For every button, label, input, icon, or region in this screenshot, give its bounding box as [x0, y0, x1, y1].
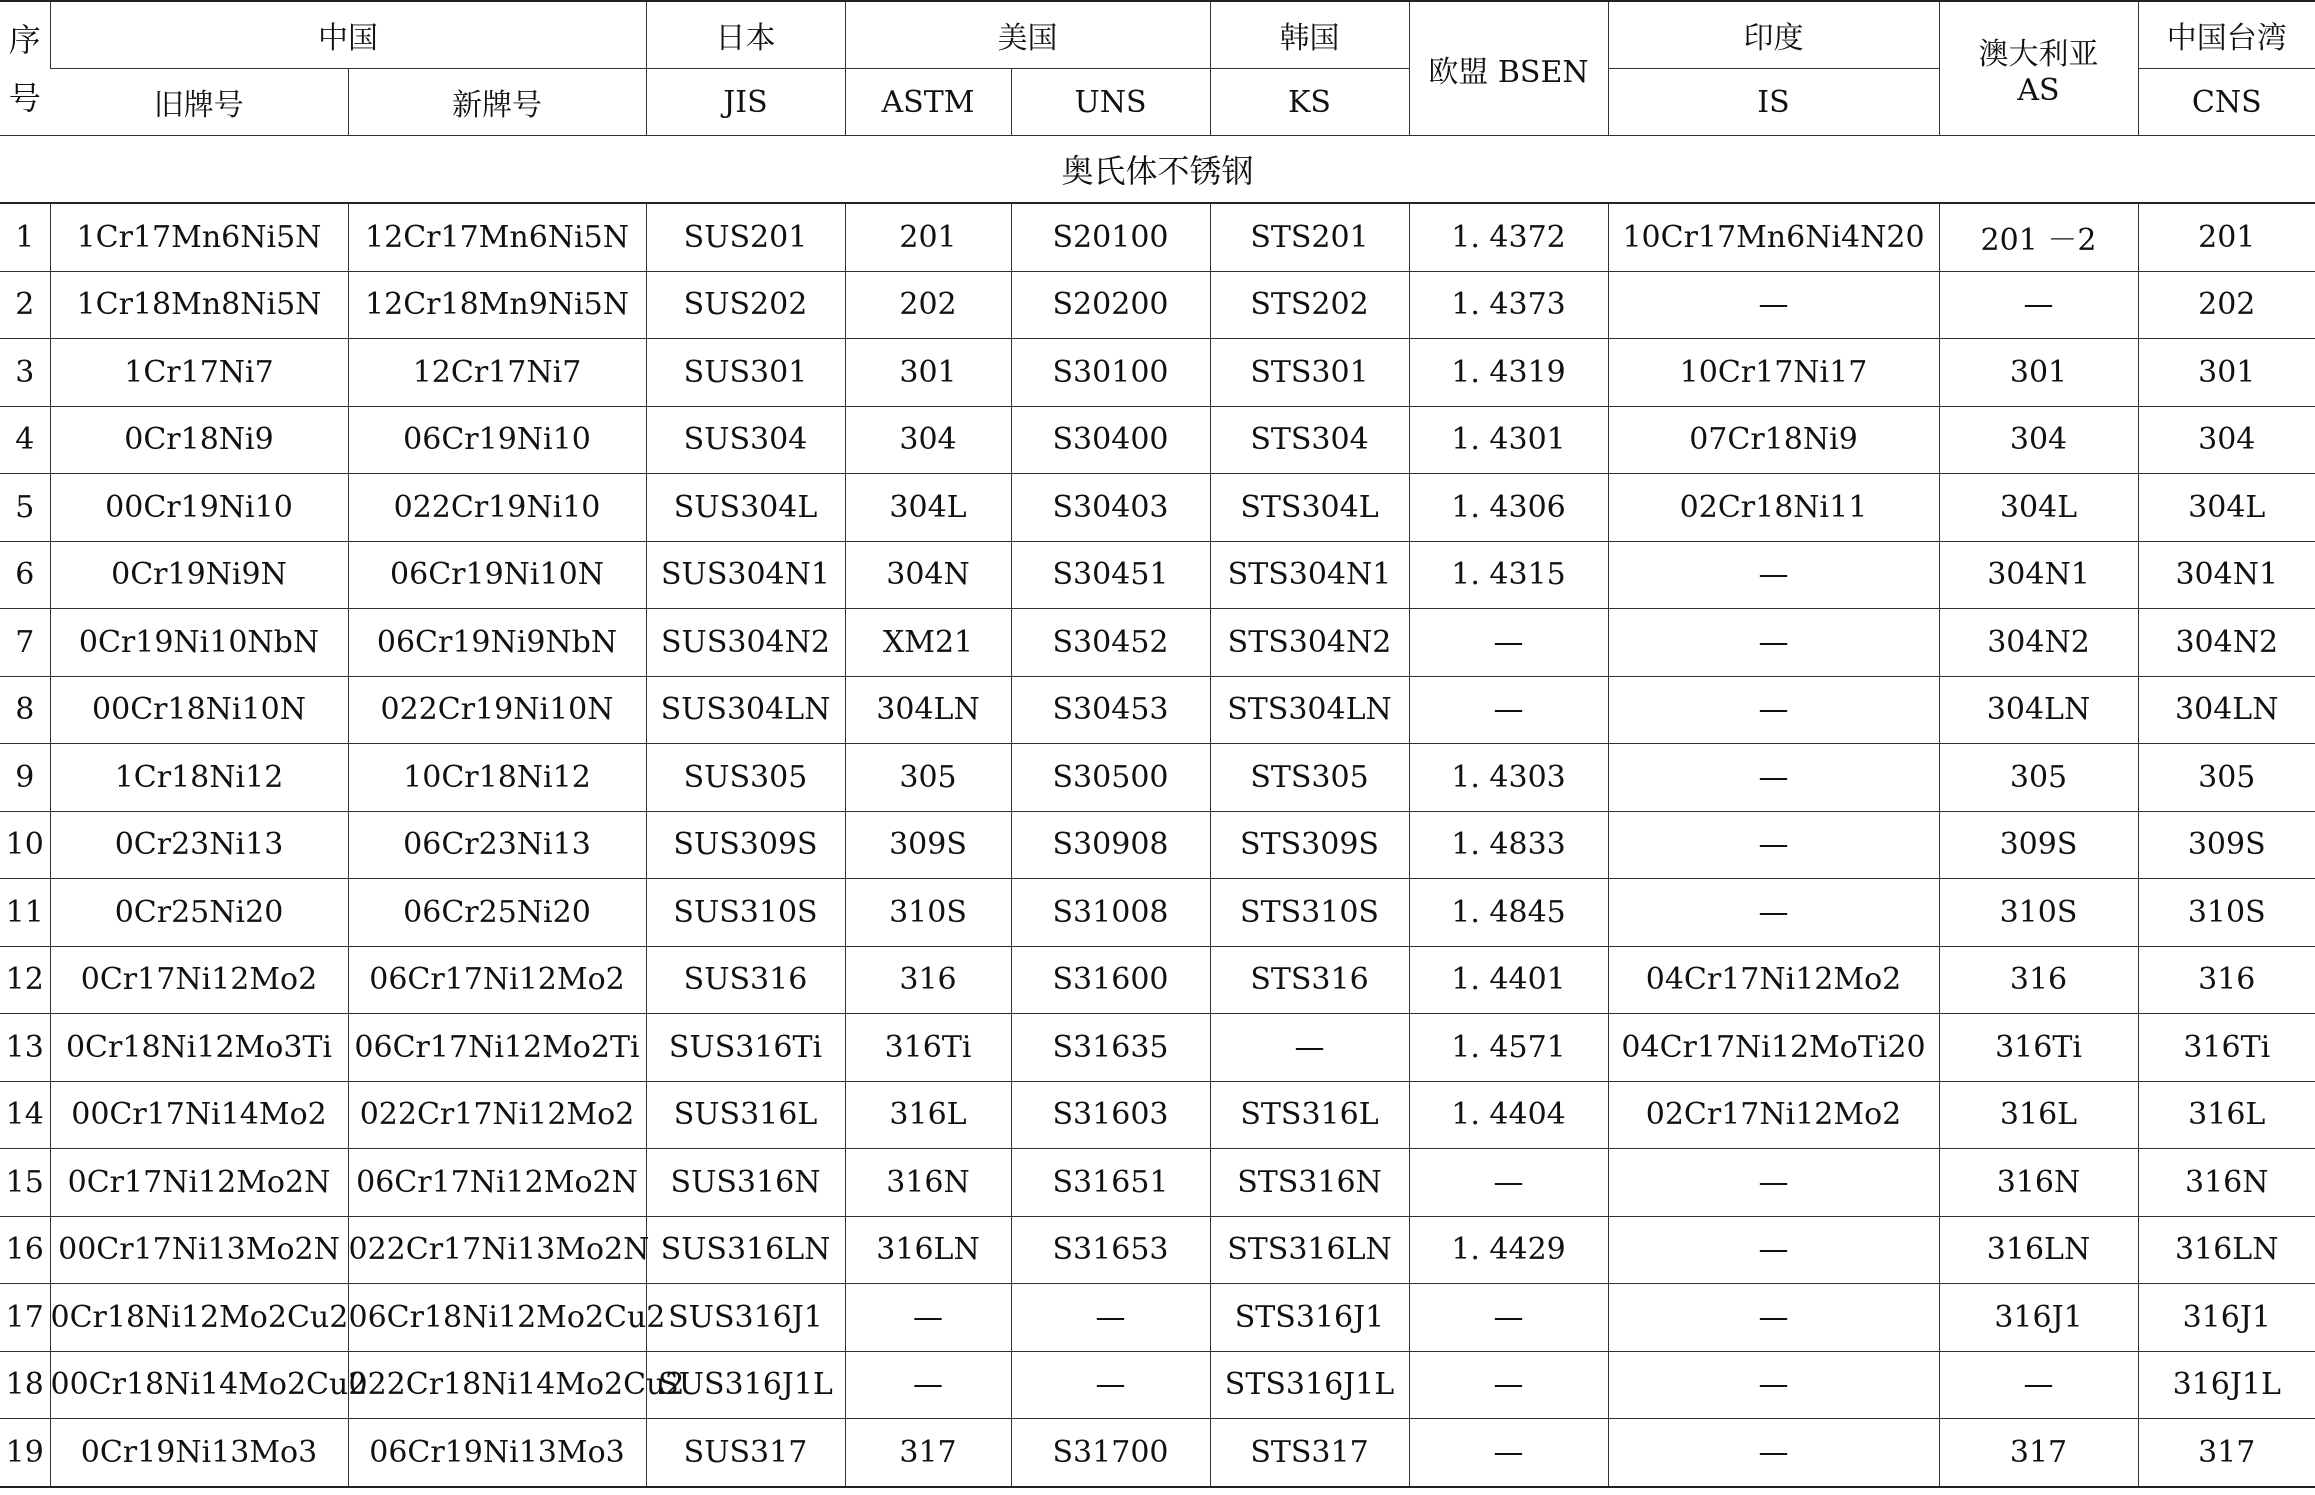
table-row	[0, 1419, 2315, 1487]
new-grade-cell: 06Cr19Ni10N	[348, 541, 646, 609]
jis-cell: SUS305	[646, 744, 845, 812]
bsen-cell: 1. 4833	[1409, 811, 1608, 879]
is-cell: —	[1608, 1216, 1939, 1284]
bsen-cell: —	[1409, 1149, 1608, 1217]
cns-cell: 202	[2138, 271, 2315, 339]
header-seq	[0, 1, 50, 136]
cns-cell: 304LN	[2138, 676, 2315, 744]
astm-cell: 310S	[845, 879, 1011, 947]
table-row	[0, 541, 2315, 609]
ks-cell: STS202	[1210, 271, 1409, 339]
old-grade-cell: 00Cr17Ni14Mo2	[50, 1081, 348, 1149]
astm-cell: 201	[845, 203, 1011, 271]
seq-cell: 8	[0, 676, 50, 744]
header-row-top	[0, 1, 2315, 69]
header-old-grade: 旧牌号	[50, 69, 348, 136]
uns-cell: S31635	[1011, 1014, 1210, 1082]
jis-cell: SUS317	[646, 1419, 845, 1487]
cns-cell: 316LN	[2138, 1216, 2315, 1284]
jis-cell: SUS316N	[646, 1149, 845, 1217]
cns-cell: 309S	[2138, 811, 2315, 879]
jis-cell: SUS316L	[646, 1081, 845, 1149]
old-grade-cell: 0Cr19Ni9N	[50, 541, 348, 609]
new-grade-cell: 06Cr17Ni12Mo2	[348, 946, 646, 1014]
table-row	[0, 1216, 2315, 1284]
table-row	[0, 676, 2315, 744]
as-cell: 201 －2	[1939, 203, 2138, 271]
header-new-grade: 新牌号	[348, 69, 646, 136]
old-grade-cell: 1Cr17Ni7	[50, 339, 348, 407]
uns-cell: S30451	[1011, 541, 1210, 609]
ks-cell: STS304N2	[1210, 609, 1409, 677]
jis-cell: SUS304	[646, 406, 845, 474]
seq-cell: 19	[0, 1419, 50, 1487]
bsen-cell: 1. 4301	[1409, 406, 1608, 474]
as-cell: 304L	[1939, 474, 2138, 542]
astm-cell: XM21	[845, 609, 1011, 677]
is-cell: 10Cr17Mn6Ni4N20	[1608, 203, 1939, 271]
seq-cell: 6	[0, 541, 50, 609]
table-row	[0, 1284, 2315, 1352]
astm-cell: 304L	[845, 474, 1011, 542]
seq-cell: 5	[0, 474, 50, 542]
is-cell: —	[1608, 1149, 1939, 1217]
seq-cell: 12	[0, 946, 50, 1014]
ks-cell: STS316J1	[1210, 1284, 1409, 1352]
uns-cell: S30403	[1011, 474, 1210, 542]
uns-cell: —	[1011, 1284, 1210, 1352]
old-grade-cell: 00Cr19Ni10	[50, 474, 348, 542]
is-cell: 07Cr18Ni9	[1608, 406, 1939, 474]
new-grade-cell: 10Cr18Ni12	[348, 744, 646, 812]
as-cell: 316J1	[1939, 1284, 2138, 1352]
ks-cell: STS316L	[1210, 1081, 1409, 1149]
astm-cell: 317	[845, 1419, 1011, 1487]
cns-cell: 310S	[2138, 879, 2315, 947]
uns-cell: S31653	[1011, 1216, 1210, 1284]
cns-cell: 304N1	[2138, 541, 2315, 609]
new-grade-cell: 06Cr17Ni12Mo2N	[348, 1149, 646, 1217]
old-grade-cell: 0Cr25Ni20	[50, 879, 348, 947]
new-grade-cell: 12Cr18Mn9Ni5N	[348, 271, 646, 339]
seq-cell: 14	[0, 1081, 50, 1149]
table-row	[0, 609, 2315, 677]
is-cell: 10Cr17Ni17	[1608, 339, 1939, 407]
as-cell: 316LN	[1939, 1216, 2138, 1284]
jis-cell: SUS316J1	[646, 1284, 845, 1352]
header-australia	[1939, 1, 2138, 136]
new-grade-cell: 12Cr17Ni7	[348, 339, 646, 407]
header-india: 印度	[1608, 1, 1939, 69]
table-header	[0, 1, 2315, 136]
ks-cell: STS301	[1210, 339, 1409, 407]
jis-cell: SUS316	[646, 946, 845, 1014]
cns-cell: 201	[2138, 203, 2315, 271]
seq-cell: 10	[0, 811, 50, 879]
old-grade-cell: 0Cr19Ni13Mo3	[50, 1419, 348, 1487]
ks-cell: STS317	[1210, 1419, 1409, 1487]
ks-cell: STS304LN	[1210, 676, 1409, 744]
seq-cell: 2	[0, 271, 50, 339]
is-cell: —	[1608, 1419, 1939, 1487]
ks-cell: STS304L	[1210, 474, 1409, 542]
as-cell: 305	[1939, 744, 2138, 812]
ks-cell: STS201	[1210, 203, 1409, 271]
old-grade-cell: 0Cr18Ni9	[50, 406, 348, 474]
as-cell: 316	[1939, 946, 2138, 1014]
jis-cell: SUS316Ti	[646, 1014, 845, 1082]
cns-cell: 304	[2138, 406, 2315, 474]
astm-cell: 316LN	[845, 1216, 1011, 1284]
old-grade-cell: 1Cr17Mn6Ni5N	[50, 203, 348, 271]
as-cell: 316L	[1939, 1081, 2138, 1149]
header-jis: JIS	[646, 69, 845, 136]
bsen-cell: 1. 4373	[1409, 271, 1608, 339]
new-grade-cell: 022Cr17Ni13Mo2N	[348, 1216, 646, 1284]
is-cell: —	[1608, 676, 1939, 744]
new-grade-cell: 022Cr19Ni10N	[348, 676, 646, 744]
seq-cell: 11	[0, 879, 50, 947]
astm-cell: 316N	[845, 1149, 1011, 1217]
cns-cell: 301	[2138, 339, 2315, 407]
table-row	[0, 339, 2315, 407]
uns-cell: S30500	[1011, 744, 1210, 812]
uns-cell: S30452	[1011, 609, 1210, 677]
cns-cell: 317	[2138, 1419, 2315, 1487]
new-grade-cell: 06Cr19Ni9NbN	[348, 609, 646, 677]
as-cell: 304N1	[1939, 541, 2138, 609]
old-grade-cell: 0Cr19Ni10NbN	[50, 609, 348, 677]
table-row	[0, 1014, 2315, 1082]
ks-cell: STS309S	[1210, 811, 1409, 879]
old-grade-cell: 00Cr17Ni13Mo2N	[50, 1216, 348, 1284]
cns-cell: 304N2	[2138, 609, 2315, 677]
bsen-cell: 1. 4303	[1409, 744, 1608, 812]
old-grade-cell: 0Cr18Ni12Mo2Cu2	[50, 1284, 348, 1352]
is-cell: —	[1608, 541, 1939, 609]
as-cell: 317	[1939, 1419, 2138, 1487]
cns-cell: 305	[2138, 744, 2315, 812]
as-cell: 304N2	[1939, 609, 2138, 677]
old-grade-cell: 0Cr17Ni12Mo2N	[50, 1149, 348, 1217]
header-usa: 美国	[845, 1, 1210, 69]
bsen-cell: 1. 4315	[1409, 541, 1608, 609]
is-cell: 04Cr17Ni12Mo2	[1608, 946, 1939, 1014]
as-cell: —	[1939, 271, 2138, 339]
old-grade-cell: 1Cr18Mn8Ni5N	[50, 271, 348, 339]
table-row	[0, 1351, 2315, 1419]
table-row	[0, 203, 2315, 271]
bsen-cell: —	[1409, 676, 1608, 744]
table-row	[0, 946, 2315, 1014]
new-grade-cell: 022Cr19Ni10	[348, 474, 646, 542]
old-grade-cell: 00Cr18Ni14Mo2Cu2	[50, 1351, 348, 1419]
is-cell: —	[1608, 1284, 1939, 1352]
table-row	[0, 744, 2315, 812]
seq-cell: 4	[0, 406, 50, 474]
header-cns: CNS	[2138, 69, 2315, 136]
ks-cell: STS304	[1210, 406, 1409, 474]
as-cell: 316N	[1939, 1149, 2138, 1217]
header-eu-bsen: 欧盟 BSEN	[1409, 1, 1608, 136]
is-cell: 04Cr17Ni12MoTi20	[1608, 1014, 1939, 1082]
cns-cell: 316N	[2138, 1149, 2315, 1217]
ks-cell: STS310S	[1210, 879, 1409, 947]
cns-cell: 316Ti	[2138, 1014, 2315, 1082]
seq-cell: 17	[0, 1284, 50, 1352]
astm-cell: 202	[845, 271, 1011, 339]
header-korea: 韩国	[1210, 1, 1409, 69]
uns-cell: S31603	[1011, 1081, 1210, 1149]
old-grade-cell: 00Cr18Ni10N	[50, 676, 348, 744]
jis-cell: SUS316J1L	[646, 1351, 845, 1419]
header-seq-top: 序	[8, 20, 41, 59]
cns-cell: 316J1	[2138, 1284, 2315, 1352]
astm-cell: 304LN	[845, 676, 1011, 744]
seq-cell: 13	[0, 1014, 50, 1082]
ks-cell: STS316LN	[1210, 1216, 1409, 1284]
astm-cell: 304	[845, 406, 1011, 474]
new-grade-cell: 022Cr18Ni14Mo2Cu2	[348, 1351, 646, 1419]
new-grade-cell: 06Cr18Ni12Mo2Cu2	[348, 1284, 646, 1352]
jis-cell: SUS304N2	[646, 609, 845, 677]
astm-cell: 305	[845, 744, 1011, 812]
jis-cell: SUS201	[646, 203, 845, 271]
new-grade-cell: 06Cr19Ni13Mo3	[348, 1419, 646, 1487]
seq-cell: 15	[0, 1149, 50, 1217]
jis-cell: SUS310S	[646, 879, 845, 947]
jis-cell: SUS304N1	[646, 541, 845, 609]
header-seq-bottom: 号	[8, 78, 41, 117]
jis-cell: SUS304L	[646, 474, 845, 542]
header-australia-name: 澳大利亚	[1978, 37, 2099, 72]
seq-cell: 1	[0, 203, 50, 271]
new-grade-cell: 12Cr17Mn6Ni5N	[348, 203, 646, 271]
ks-cell: STS316	[1210, 946, 1409, 1014]
bsen-cell: —	[1409, 1419, 1608, 1487]
section-title: 奥氏体不锈钢	[0, 136, 2315, 204]
is-cell: 02Cr18Ni11	[1608, 474, 1939, 542]
astm-cell: 304N	[845, 541, 1011, 609]
old-grade-cell: 0Cr17Ni12Mo2	[50, 946, 348, 1014]
as-cell: —	[1939, 1351, 2138, 1419]
jis-cell: SUS301	[646, 339, 845, 407]
astm-cell: 316Ti	[845, 1014, 1011, 1082]
astm-cell: 301	[845, 339, 1011, 407]
table-row	[0, 811, 2315, 879]
new-grade-cell: 06Cr19Ni10	[348, 406, 646, 474]
section-row	[0, 136, 2315, 204]
uns-cell: S20100	[1011, 203, 1210, 271]
seq-cell: 18	[0, 1351, 50, 1419]
cns-cell: 316J1L	[2138, 1351, 2315, 1419]
header-astm: ASTM	[845, 69, 1011, 136]
jis-cell: SUS316LN	[646, 1216, 845, 1284]
ks-cell: STS316N	[1210, 1149, 1409, 1217]
is-cell: —	[1608, 1351, 1939, 1419]
as-cell: 310S	[1939, 879, 2138, 947]
uns-cell: S31008	[1011, 879, 1210, 947]
astm-cell: 309S	[845, 811, 1011, 879]
table-row	[0, 879, 2315, 947]
uns-cell: S20200	[1011, 271, 1210, 339]
is-cell: —	[1608, 879, 1939, 947]
bsen-cell: 1. 4571	[1409, 1014, 1608, 1082]
ks-cell: STS304N1	[1210, 541, 1409, 609]
is-cell: —	[1608, 811, 1939, 879]
old-grade-cell: 1Cr18Ni12	[50, 744, 348, 812]
as-cell: 301	[1939, 339, 2138, 407]
seq-cell: 7	[0, 609, 50, 677]
table-row	[0, 271, 2315, 339]
uns-cell: S31600	[1011, 946, 1210, 1014]
cns-cell: 304L	[2138, 474, 2315, 542]
astm-cell: 316L	[845, 1081, 1011, 1149]
header-uns: UNS	[1011, 69, 1210, 136]
table-row	[0, 1081, 2315, 1149]
cns-cell: 316	[2138, 946, 2315, 1014]
table-row	[0, 474, 2315, 542]
uns-cell: S30908	[1011, 811, 1210, 879]
bsen-cell: 1. 4404	[1409, 1081, 1608, 1149]
as-cell: 309S	[1939, 811, 2138, 879]
new-grade-cell: 06Cr25Ni20	[348, 879, 646, 947]
uns-cell: S30400	[1011, 406, 1210, 474]
uns-cell: S31700	[1011, 1419, 1210, 1487]
table-body	[0, 136, 2315, 1487]
bsen-cell: 1. 4372	[1409, 203, 1608, 271]
table-row	[0, 406, 2315, 474]
is-cell: —	[1608, 609, 1939, 677]
ks-cell: STS305	[1210, 744, 1409, 812]
jis-cell: SUS202	[646, 271, 845, 339]
bsen-cell: 1. 4306	[1409, 474, 1608, 542]
new-grade-cell: 022Cr17Ni12Mo2	[348, 1081, 646, 1149]
astm-cell: —	[845, 1351, 1011, 1419]
is-cell: 02Cr17Ni12Mo2	[1608, 1081, 1939, 1149]
is-cell: —	[1608, 271, 1939, 339]
uns-cell: S30100	[1011, 339, 1210, 407]
old-grade-cell: 0Cr23Ni13	[50, 811, 348, 879]
table-row	[0, 1149, 2315, 1217]
bsen-cell: —	[1409, 1351, 1608, 1419]
bsen-cell: —	[1409, 609, 1608, 677]
seq-cell: 9	[0, 744, 50, 812]
cns-cell: 316L	[2138, 1081, 2315, 1149]
header-japan: 日本	[646, 1, 845, 69]
as-cell: 316Ti	[1939, 1014, 2138, 1082]
as-cell: 304	[1939, 406, 2138, 474]
header-taiwan: 中国台湾	[2138, 1, 2315, 69]
as-cell: 304LN	[1939, 676, 2138, 744]
seq-cell: 16	[0, 1216, 50, 1284]
jis-cell: SUS304LN	[646, 676, 845, 744]
seq-cell: 3	[0, 339, 50, 407]
is-cell: —	[1608, 744, 1939, 812]
uns-cell: S31651	[1011, 1149, 1210, 1217]
jis-cell: SUS309S	[646, 811, 845, 879]
ks-cell: STS316J1L	[1210, 1351, 1409, 1419]
header-is: IS	[1608, 69, 1939, 136]
astm-cell: 316	[845, 946, 1011, 1014]
header-china: 中国	[50, 1, 646, 69]
new-grade-cell: 06Cr17Ni12Mo2Ti	[348, 1014, 646, 1082]
bsen-cell: 1. 4319	[1409, 339, 1608, 407]
astm-cell: —	[845, 1284, 1011, 1352]
bsen-cell: 1. 4429	[1409, 1216, 1608, 1284]
ks-cell: —	[1210, 1014, 1409, 1082]
header-ks: KS	[1210, 69, 1409, 136]
bsen-cell: 1. 4401	[1409, 946, 1608, 1014]
bsen-cell: —	[1409, 1284, 1608, 1352]
header-australia-std: AS	[2017, 73, 2060, 108]
old-grade-cell: 0Cr18Ni12Mo3Ti	[50, 1014, 348, 1082]
uns-cell: —	[1011, 1351, 1210, 1419]
new-grade-cell: 06Cr23Ni13	[348, 811, 646, 879]
bsen-cell: 1. 4845	[1409, 879, 1608, 947]
uns-cell: S30453	[1011, 676, 1210, 744]
